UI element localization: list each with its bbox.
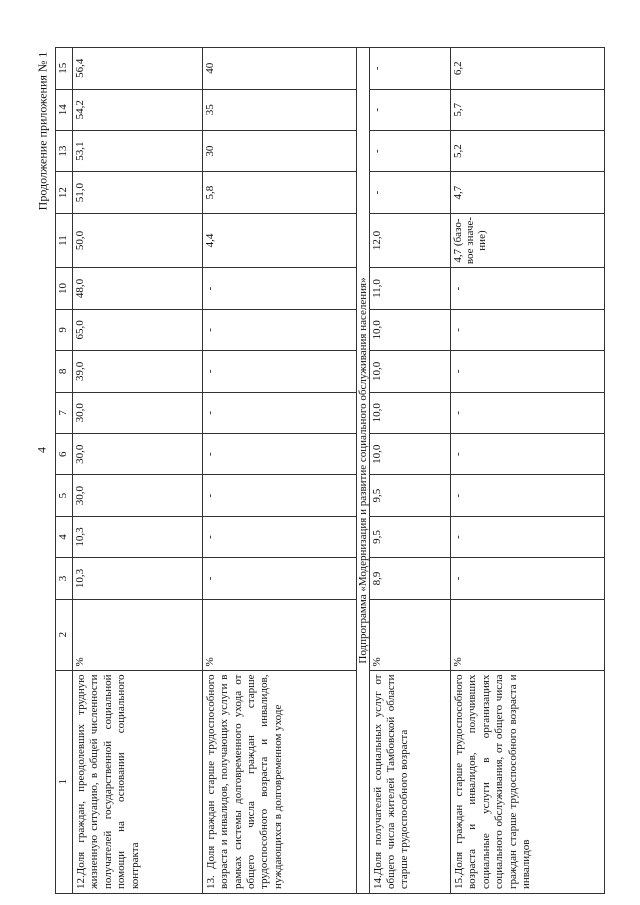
- column-header: 2: [56, 599, 73, 670]
- value-cell: 9,5: [369, 516, 450, 557]
- value-cell: 39,0: [73, 351, 203, 392]
- table-row: [369, 48, 450, 894]
- unit-cell: %: [369, 599, 450, 670]
- column-header: 3: [56, 558, 73, 599]
- value-cell: 10,0: [369, 351, 450, 392]
- column-header: 9: [56, 309, 73, 350]
- unit-cell: %: [202, 599, 356, 670]
- value-cell: -: [451, 268, 605, 309]
- table-row: [451, 48, 605, 894]
- column-header: 13: [56, 130, 73, 171]
- value-cell: 10,3: [73, 558, 203, 599]
- value-cell: 10,0: [369, 433, 450, 474]
- value-cell: 9,5: [369, 475, 450, 516]
- value-cell: -: [451, 392, 605, 433]
- indicator-description: 14.Доля получателей социальных услуг от общего числа жителей Тамбовской области старше трудоспособного возраста: [369, 670, 450, 893]
- value-cell: 48,0: [73, 268, 203, 309]
- value-cell: -: [369, 172, 450, 213]
- value-cell: 30,0: [73, 392, 203, 433]
- value-cell: -: [202, 475, 356, 516]
- value-cell: 10,0: [369, 392, 450, 433]
- unit-cell: %: [73, 599, 203, 670]
- column-header: 15: [56, 48, 73, 90]
- column-header: 6: [56, 433, 73, 474]
- value-cell: -: [451, 433, 605, 474]
- value-cell: -: [369, 89, 450, 130]
- value-cell: 5,8: [202, 172, 356, 213]
- value-cell: 35: [202, 89, 356, 130]
- value-cell: -: [451, 351, 605, 392]
- column-header: 1: [56, 670, 73, 893]
- unit-cell: %: [451, 599, 605, 670]
- column-number-row: [56, 48, 73, 894]
- table-row: [202, 48, 356, 894]
- value-cell: -: [451, 475, 605, 516]
- value-cell: 4,7 (базо-вое значе-ние): [451, 213, 605, 268]
- value-cell: -: [202, 309, 356, 350]
- value-cell: 40: [202, 48, 356, 90]
- value-cell: -: [202, 516, 356, 557]
- value-cell: -: [202, 558, 356, 599]
- value-cell: 4,7: [451, 172, 605, 213]
- column-header: 4: [56, 516, 73, 557]
- column-header: 12: [56, 172, 73, 213]
- column-header: 11: [56, 213, 73, 268]
- column-header: 5: [56, 475, 73, 516]
- value-cell: 4,4: [202, 213, 356, 268]
- value-cell: -: [369, 48, 450, 90]
- value-cell: 54,2: [73, 89, 203, 130]
- value-cell: 30,0: [73, 475, 203, 516]
- value-cell: -: [451, 558, 605, 599]
- rotated-table-container: [55, 47, 605, 894]
- value-cell: 11,0: [369, 268, 450, 309]
- value-cell: 12,0: [369, 213, 450, 268]
- column-header: 14: [56, 89, 73, 130]
- value-cell: -: [202, 351, 356, 392]
- value-cell: -: [369, 130, 450, 171]
- value-cell: -: [202, 433, 356, 474]
- subprogram-title: Подпрограмма «Модернизация и развитие социального обслуживания населения»: [356, 48, 369, 894]
- value-cell: 10,3: [73, 516, 203, 557]
- continuation-label: Продолжение приложения № 1: [35, 51, 50, 211]
- value-cell: -: [202, 392, 356, 433]
- value-cell: -: [451, 516, 605, 557]
- value-cell: 65,0: [73, 309, 203, 350]
- value-cell: 51,0: [73, 172, 203, 213]
- value-cell: 53,1: [73, 130, 203, 171]
- value-cell: 5,7: [451, 89, 605, 130]
- value-cell: 50,0: [73, 213, 203, 268]
- indicators-table: [55, 47, 605, 894]
- value-cell: 10,0: [369, 309, 450, 350]
- table-row: [73, 48, 203, 894]
- indicator-description: 13. Доля граждан старше трудоспособного возраста и инвалидов, получающих услуги в рамках системы долговременного ухода от общего числа граждан старше трудоспособного возраста и инвалидов, нуждающихся в долговременном уходе: [202, 670, 356, 893]
- value-cell: 6,2: [451, 48, 605, 90]
- value-cell: 30: [202, 130, 356, 171]
- indicator-description: 12.Доля граждан, преодолевших трудную жизненную ситуацию, в общей численности получателей государственной социальной помощи на основании социального контракта: [73, 670, 203, 893]
- value-cell: -: [202, 268, 356, 309]
- column-header: 8: [56, 351, 73, 392]
- column-header: 7: [56, 392, 73, 433]
- value-cell: 30,0: [73, 433, 203, 474]
- value-cell: -: [451, 309, 605, 350]
- indicator-description: 15.Доля граждан старше трудоспособного возраста и инвалидов, получивших социальные услуги в организациях социального обслуживания, от общего числа граждан старше трудоспособного возраста и инвалидов: [451, 670, 605, 893]
- value-cell: 5,2: [451, 130, 605, 171]
- column-header: 10: [56, 268, 73, 309]
- value-cell: 56,4: [73, 48, 203, 90]
- page-number: 4: [34, 447, 49, 453]
- value-cell: 8,9: [369, 558, 450, 599]
- subprogram-row: [356, 48, 369, 894]
